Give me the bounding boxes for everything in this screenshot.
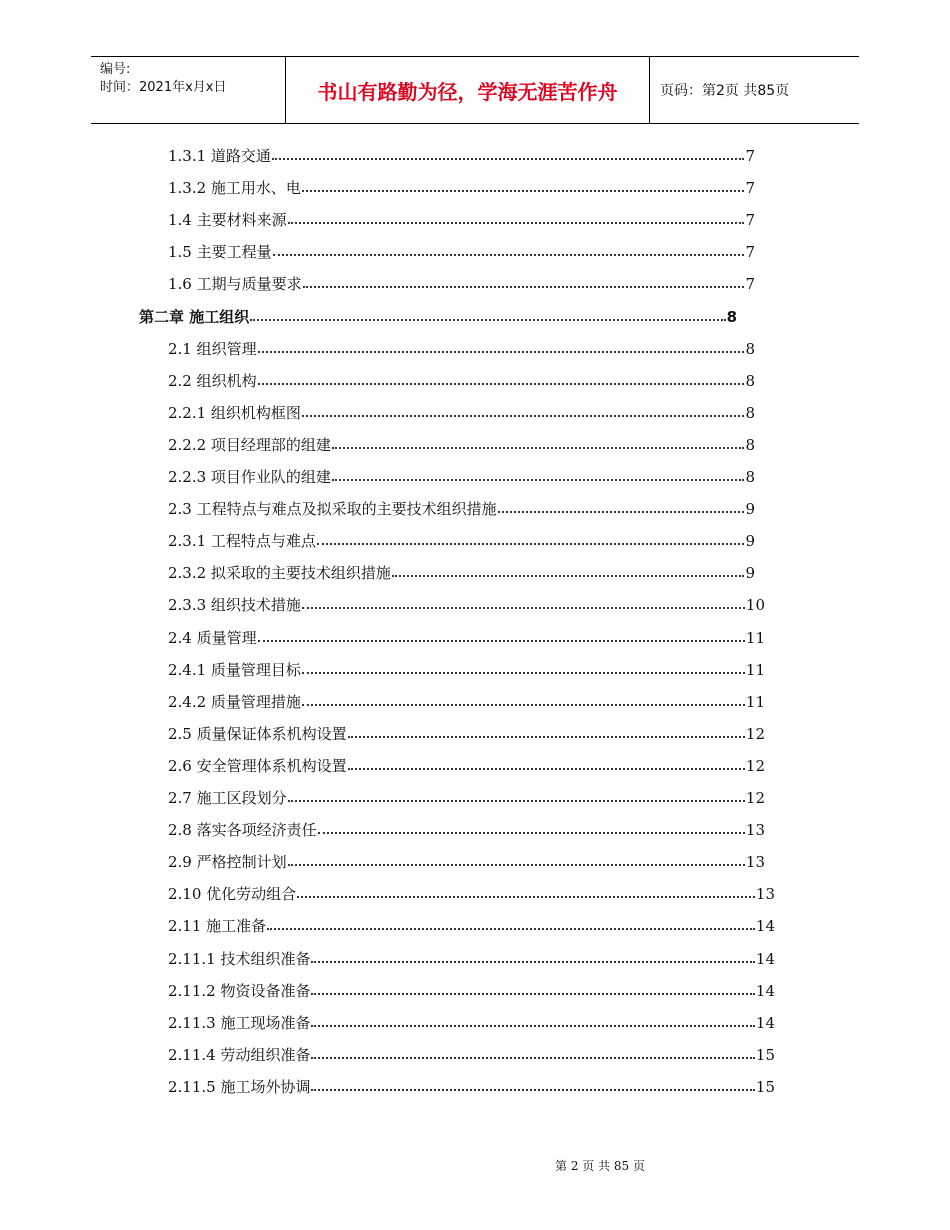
- toc-entry-title: 第二章 施工组织: [139, 307, 250, 326]
- toc-entry-page: 11: [745, 628, 765, 647]
- toc-entry[interactable]: [168, 1044, 775, 1066]
- toc-entry-title: 2.3.3 组织技术措施: [168, 596, 301, 615]
- toc-entry-page: 8: [745, 339, 755, 358]
- toc-entry-title: 2.11.5 施工场外协调: [168, 1077, 311, 1096]
- toc-leader-dots: [332, 479, 745, 481]
- toc-entry[interactable]: [168, 1012, 775, 1034]
- toc-entry[interactable]: [168, 787, 765, 809]
- toc-entry-title: 2.10 优化劳动组合: [168, 885, 297, 904]
- toc-entry[interactable]: [168, 273, 755, 295]
- toc-entry-title: 2.1 组织管理: [168, 339, 257, 358]
- toc-entry-page: 12: [745, 756, 765, 775]
- toc-leader-dots: [297, 896, 755, 898]
- toc-entry-page: 13: [755, 885, 775, 904]
- toc-entry-page: 7: [745, 179, 755, 198]
- toc-entry-page: 8: [745, 371, 755, 390]
- toc-leader-dots: [303, 286, 745, 288]
- toc-entry-page: 7: [745, 243, 755, 262]
- toc-entry-title: 2.8 落实各项经济责任: [168, 821, 317, 840]
- toc-leader-dots: [311, 1025, 754, 1027]
- toc-entry[interactable]: [168, 755, 765, 777]
- toc-entry-title: 2.3.1 工程特点与难点: [168, 532, 316, 551]
- toc-entry-title: 1.3.2 施工用水、电: [168, 179, 301, 198]
- toc-entry-title: 2.11 施工准备: [168, 917, 267, 936]
- toc-leader-dots: [332, 447, 745, 449]
- toc-entry[interactable]: [168, 402, 755, 424]
- toc-entry-page: 13: [745, 821, 765, 840]
- toc-leader-dots: [302, 704, 745, 706]
- toc-leader-dots: [311, 1089, 754, 1091]
- toc-entry-title: 2.2.2 项目经理部的组建: [168, 435, 331, 454]
- toc-leader-dots: [288, 222, 745, 224]
- toc-entry-page: 8: [745, 468, 755, 486]
- toc-entry-page: 8: [745, 435, 755, 454]
- toc-leader-dots: [302, 415, 745, 417]
- toc-entry[interactable]: [168, 627, 765, 649]
- toc-entry-title: 1.3.1 道路交通: [168, 147, 271, 165]
- toc-leader-dots: [302, 190, 745, 192]
- toc-entry-title: 1.5 主要工程量: [168, 243, 272, 262]
- toc-entry-page: 7: [745, 275, 755, 294]
- toc-entry-page: 8: [726, 307, 737, 326]
- toc-leader-dots: [273, 254, 745, 256]
- toc-entry[interactable]: [168, 466, 755, 488]
- toc-leader-dots: [317, 543, 745, 545]
- toc-leader-dots: [311, 1057, 754, 1059]
- toc-entry-page: 14: [755, 917, 775, 936]
- toc-entry-title: 2.11.1 技术组织准备: [168, 949, 311, 968]
- header-motto: 书山有路勤为径，学海无涯苦作舟: [286, 57, 650, 123]
- toc-entry-title: 2.11.4 劳动组织准备: [168, 1045, 311, 1064]
- toc-entry[interactable]: [168, 948, 775, 970]
- toc-entry-title: 1.6 工期与质量要求: [168, 275, 302, 294]
- toc-leader-dots: [250, 319, 725, 321]
- toc-leader-dots: [302, 607, 745, 609]
- toc-entry-page: 14: [755, 981, 775, 1000]
- toc-entry-title: 2.2 组织机构: [168, 371, 257, 390]
- toc-entry-title: 2.11.3 施工现场准备: [168, 1013, 311, 1032]
- toc-entry-title: 2.2.1 组织机构框图: [168, 403, 301, 422]
- toc-leader-dots: [498, 511, 745, 513]
- toc-leader-dots: [258, 351, 745, 353]
- toc-entry-title: 2.4.2 质量管理措施: [168, 692, 301, 711]
- toc-leader-dots: [318, 832, 745, 834]
- toc-entry-title: 2.9 严格控制计划: [168, 853, 287, 872]
- toc-entry[interactable]: [168, 883, 775, 905]
- toc-entry-page: 9: [745, 564, 755, 583]
- toc-entry-page: 7: [745, 147, 755, 165]
- document-time-label: 时间：2021年x月x日: [100, 80, 227, 95]
- header-meta: [91, 57, 286, 123]
- toc-leader-dots: [288, 864, 745, 866]
- toc-entry[interactable]: [168, 980, 775, 1002]
- toc-entry-page: 9: [745, 500, 755, 519]
- toc-entry-page: 14: [755, 1013, 775, 1032]
- toc-entry-title: 2.5 质量保证体系机构设置: [168, 724, 347, 743]
- document-number-label: 编号:: [100, 62, 131, 77]
- toc-entry[interactable]: [168, 915, 775, 937]
- toc-leader-dots: [348, 768, 745, 770]
- toc-leader-dots: [392, 575, 745, 577]
- page-header: [91, 56, 859, 124]
- toc-entry[interactable]: [168, 594, 765, 616]
- page-footer: 第 2 页 共 85 页: [555, 1159, 645, 1173]
- toc-entry[interactable]: [168, 1076, 775, 1098]
- toc-entry-title: 2.3.2 拟采取的主要技术组织措施: [168, 564, 391, 583]
- toc-leader-dots: [267, 928, 755, 930]
- toc-entry[interactable]: [168, 370, 755, 392]
- toc-entry[interactable]: [168, 691, 765, 713]
- header-page-number: 页码：第2页 共85页: [660, 83, 790, 99]
- toc-entry-title: 1.4 主要材料来源: [168, 211, 287, 230]
- toc-entry-title: 2.3 工程特点与难点及拟采取的主要技术组织措施: [168, 500, 497, 519]
- toc-leader-dots: [311, 961, 754, 963]
- toc-entry-title: 2.6 安全管理体系机构设置: [168, 756, 347, 775]
- toc-entry-page: 15: [755, 1045, 775, 1064]
- toc-chapter-entry[interactable]: [139, 306, 737, 328]
- toc-entry[interactable]: [168, 530, 755, 552]
- toc-entry-page: 8: [745, 403, 755, 422]
- toc-entry-page: 11: [745, 692, 765, 711]
- toc-entry[interactable]: [168, 723, 765, 745]
- toc-entry-title: 2.7 施工区段划分: [168, 789, 287, 807]
- toc-entry[interactable]: [168, 177, 755, 199]
- toc-entry-title: 2.11.2 物资设备准备: [168, 981, 311, 1000]
- toc-entry-title: 2.4 质量管理: [168, 628, 257, 647]
- toc-leader-dots: [311, 993, 754, 995]
- toc-leader-dots: [258, 640, 745, 642]
- toc-entry-title: 2.2.3 项目作业队的组建: [168, 468, 331, 486]
- toc-leader-dots: [272, 158, 745, 160]
- toc-entry[interactable]: [168, 562, 755, 584]
- toc-entry-page: 10: [745, 596, 765, 615]
- toc-entry[interactable]: [168, 851, 765, 873]
- toc-entry-page: 7: [745, 211, 755, 230]
- toc-entry[interactable]: [168, 338, 755, 360]
- toc-leader-dots: [288, 800, 745, 802]
- toc-entry[interactable]: [168, 241, 755, 263]
- toc-entry[interactable]: [168, 659, 765, 681]
- toc-entry[interactable]: [168, 145, 755, 167]
- toc-entry[interactable]: [168, 209, 755, 231]
- toc-entry-title: 2.4.1 质量管理目标: [168, 660, 301, 679]
- toc-leader-dots: [258, 383, 745, 385]
- toc-leader-dots: [302, 672, 745, 674]
- toc-entry-page: 12: [745, 724, 765, 743]
- toc-entry-page: 13: [745, 853, 765, 872]
- toc-entry-page: 9: [745, 532, 755, 551]
- toc-entry[interactable]: [168, 498, 755, 520]
- toc-entry[interactable]: [168, 819, 765, 841]
- toc-entry[interactable]: [168, 434, 755, 456]
- toc-leader-dots: [348, 736, 745, 738]
- toc-entry-page: 14: [755, 949, 775, 968]
- toc-entry-page: 12: [745, 789, 765, 807]
- toc-entry-page: 11: [745, 660, 765, 679]
- toc-entry-page: 15: [755, 1077, 775, 1096]
